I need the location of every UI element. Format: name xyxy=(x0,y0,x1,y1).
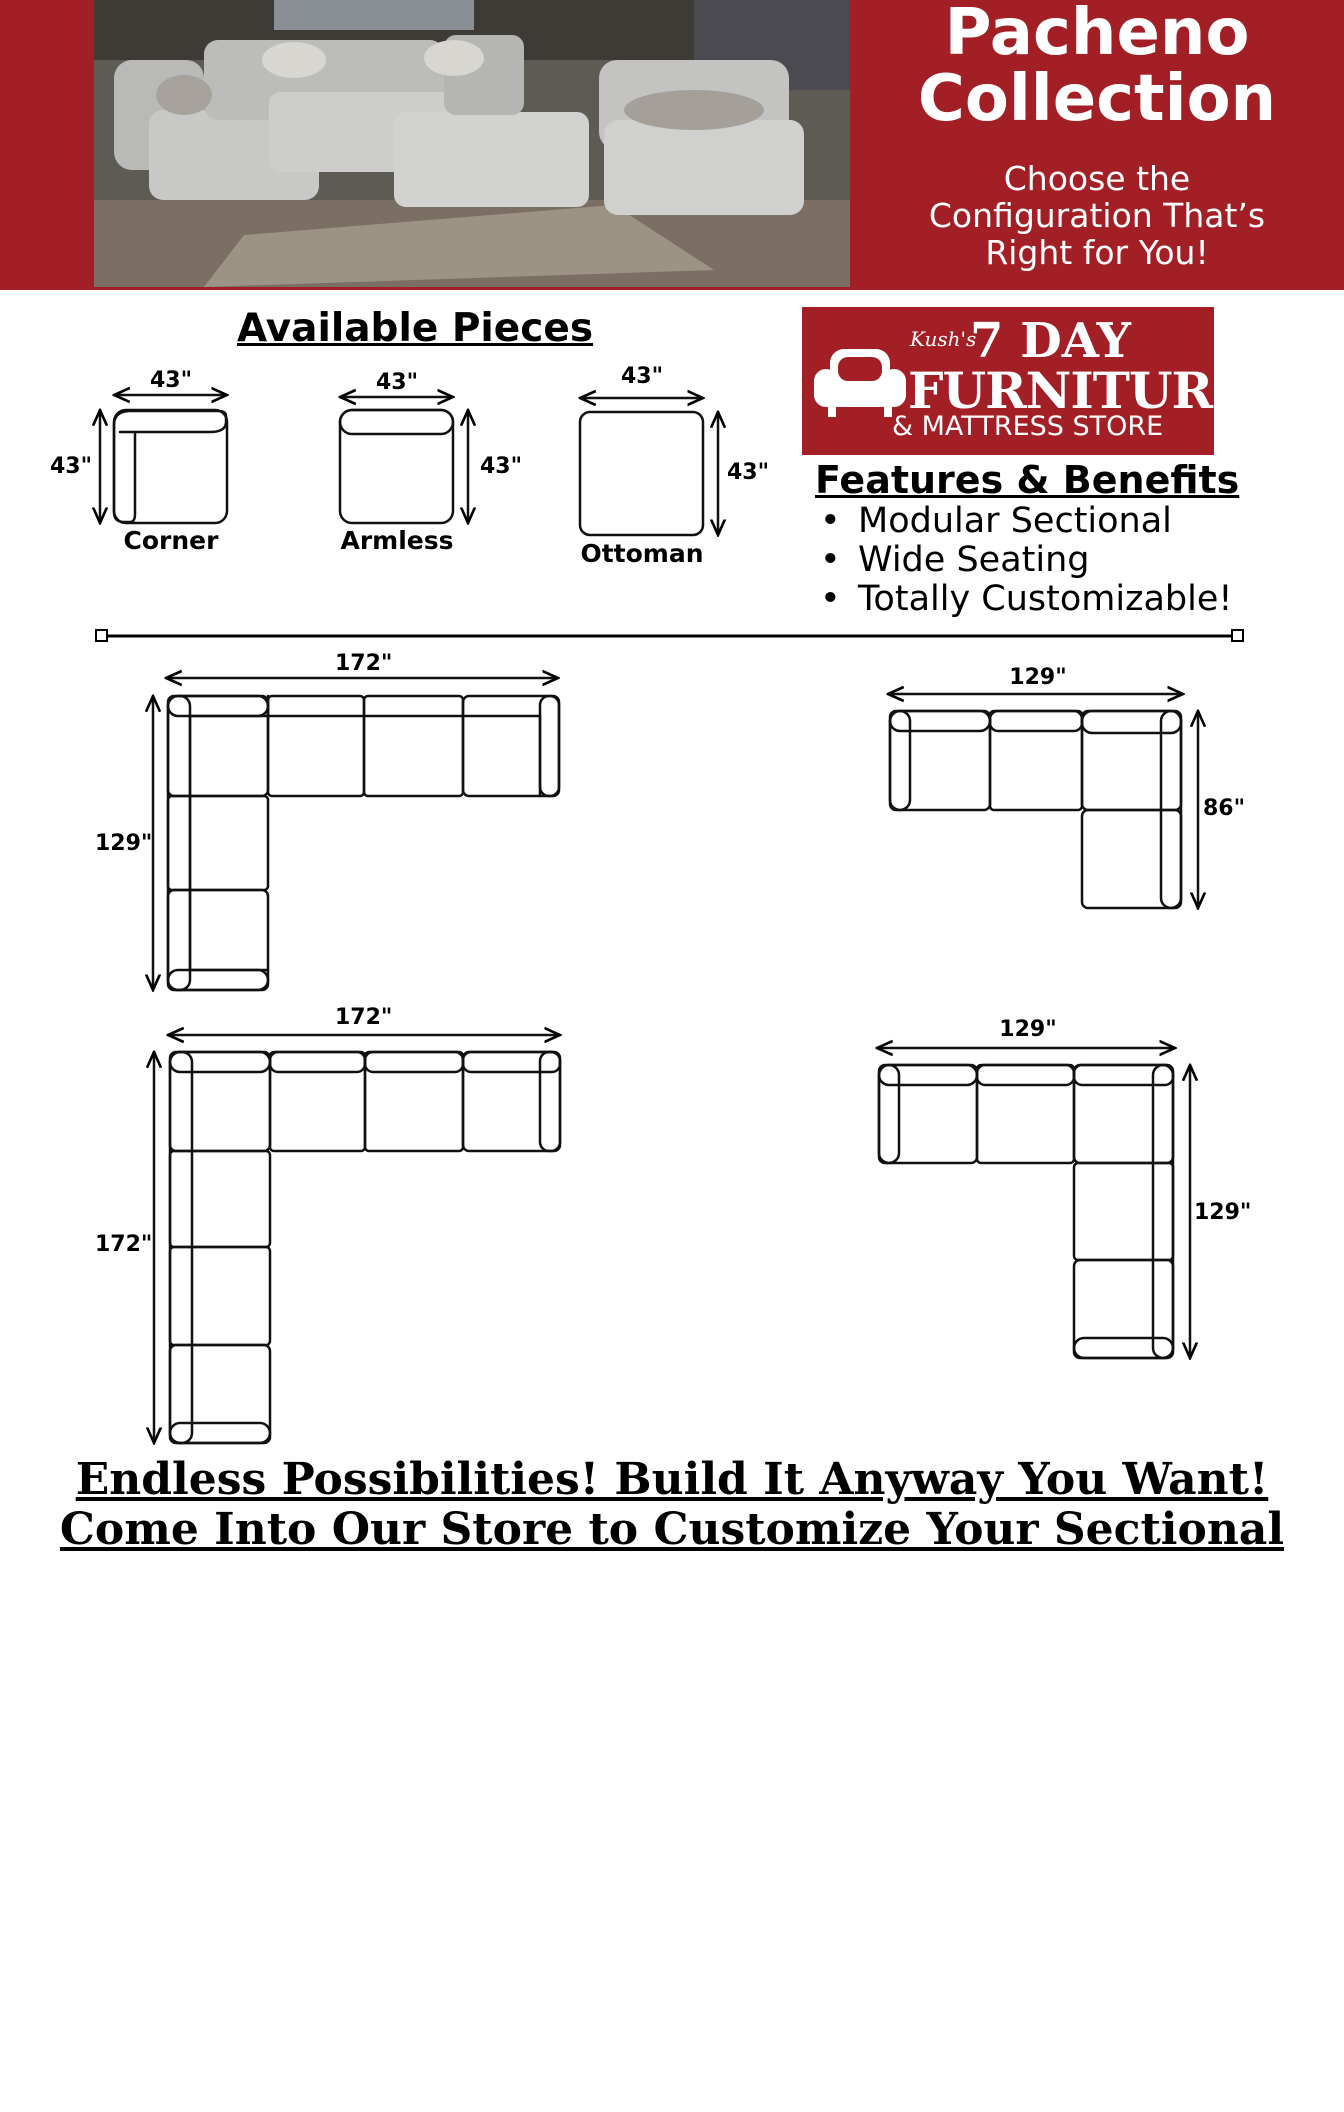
ottoman-width-label: 43" xyxy=(620,364,664,389)
configuration-2-diagram xyxy=(888,694,1198,908)
title-line-2: Collection xyxy=(917,62,1277,136)
feature-item: • Modular Sectional xyxy=(820,502,1232,541)
config-2-depth: 86" xyxy=(1203,796,1246,821)
logo-line-3: & MATTRESS STORE xyxy=(892,411,1164,442)
store-logo xyxy=(802,307,1250,455)
feature-item: • Totally Customizable! xyxy=(820,580,1232,619)
armless-depth-label: 43" xyxy=(480,454,523,479)
subtitle-line: Configuration That’s xyxy=(928,196,1266,235)
features-list xyxy=(820,502,1232,619)
title-line-1: Pacheno xyxy=(944,0,1250,70)
corner-width-label: 43" xyxy=(149,368,193,393)
corner-piece-diagram xyxy=(100,395,227,523)
ottoman-depth-label: 43" xyxy=(727,460,770,485)
subtitle-line: Choose the xyxy=(1003,159,1191,198)
ottoman-piece-diagram xyxy=(580,398,718,535)
corner-label: Corner xyxy=(123,526,219,555)
config-3-depth: 172" xyxy=(95,1232,153,1257)
logo-line-2: FURNITURE xyxy=(908,361,1250,420)
feature-item: • Wide Seating xyxy=(820,541,1232,580)
config-2-width: 129" xyxy=(1009,665,1067,690)
section-divider xyxy=(96,630,1243,641)
features-heading: Features & Benefits xyxy=(815,458,1240,502)
armless-piece-diagram xyxy=(340,397,468,523)
armless-label: Armless xyxy=(340,526,454,555)
subtitle-line: Right for You! xyxy=(985,233,1209,272)
configuration-1-diagram xyxy=(153,678,559,990)
available-pieces-heading: Available Pieces xyxy=(236,306,594,351)
config-1-depth: 129" xyxy=(95,831,153,856)
logo-line-1: 7 DAY xyxy=(970,313,1131,369)
armless-width-label: 43" xyxy=(375,370,419,395)
footer-line-1: Endless Possibilities! Build It Anyway You Want! xyxy=(75,1454,1269,1505)
configuration-4-diagram xyxy=(877,1048,1190,1358)
ottoman-label: Ottoman xyxy=(580,539,704,568)
config-4-width: 129" xyxy=(999,1017,1057,1042)
corner-depth-label: 43" xyxy=(50,454,93,479)
footer-line-2: Come Into Our Store to Customize Your Sectional xyxy=(59,1504,1285,1555)
configuration-3-diagram xyxy=(154,1035,560,1443)
footer-tagline xyxy=(0,1455,1344,1555)
logo-prefix: Kush's xyxy=(910,327,977,351)
config-4-depth: 129" xyxy=(1194,1200,1252,1225)
config-1-width: 172" xyxy=(335,651,393,676)
config-3-width: 172" xyxy=(335,1005,393,1030)
